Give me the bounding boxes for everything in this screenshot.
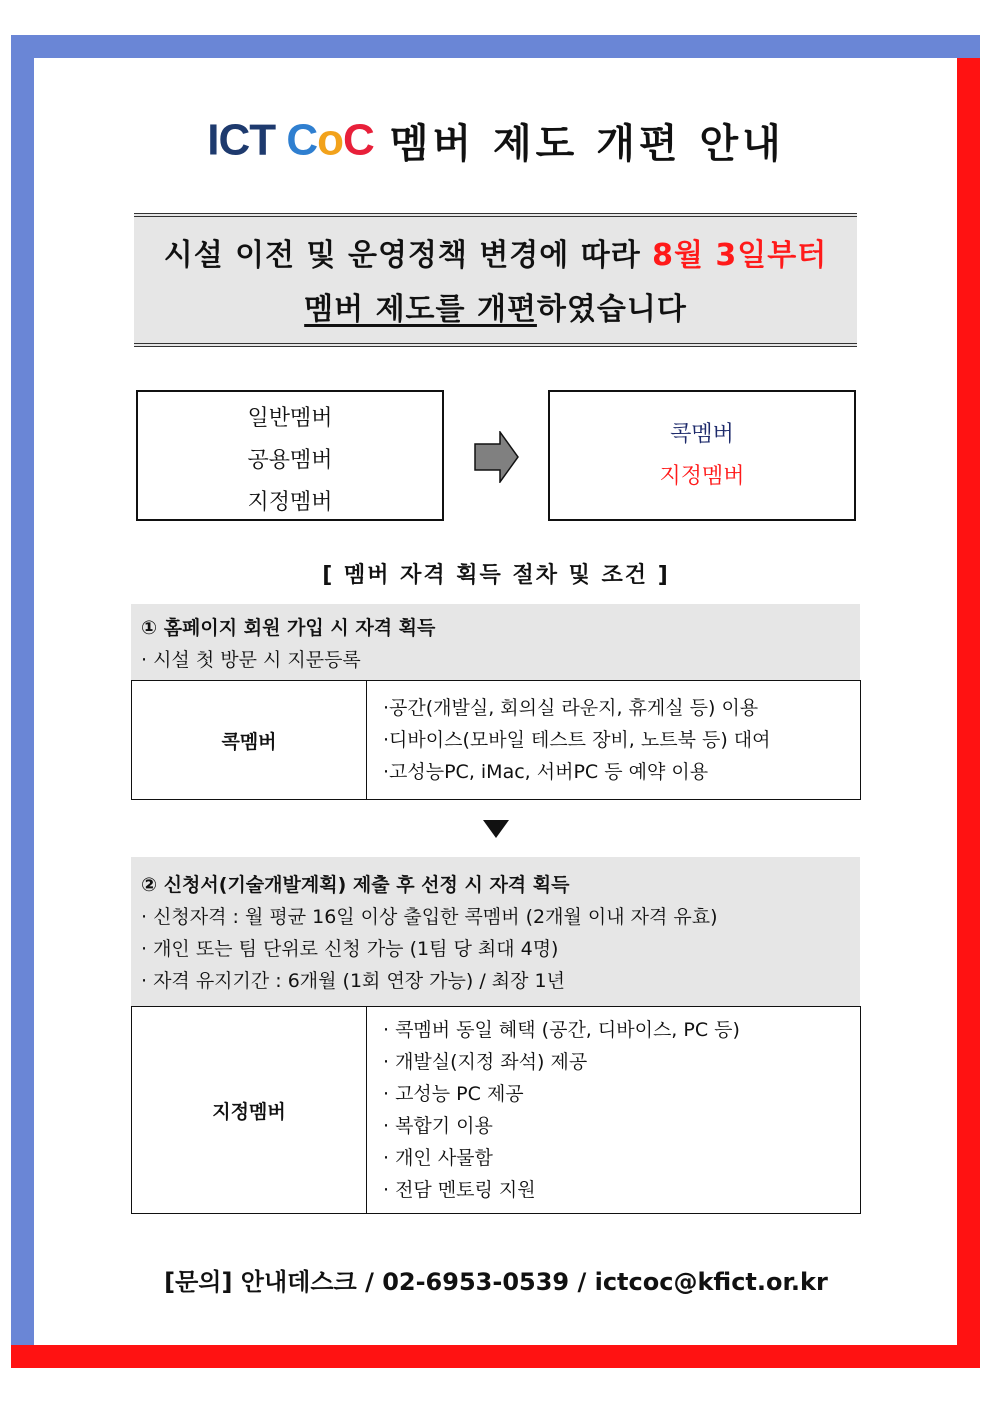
table-row bbox=[132, 1007, 861, 1214]
old-member-item: 지정멤버 bbox=[247, 490, 333, 515]
list-item: · 콕멤버 동일 혜택 (공간, 디바이스, PC 등) bbox=[383, 1019, 740, 1041]
down-arrow-icon bbox=[481, 818, 511, 840]
step2-note: · 자격 유지기간 : 6개월 (1회 연장 가능) / 최장 1년 bbox=[141, 970, 565, 992]
new-members-box bbox=[548, 390, 856, 521]
frame-bottom-bar bbox=[11, 1345, 980, 1368]
step1-benefits bbox=[367, 681, 861, 800]
step1-note: · 시설 첫 방문 시 지문등록 bbox=[141, 649, 361, 671]
step1-header bbox=[131, 604, 860, 681]
page-title bbox=[0, 112, 992, 169]
list-item: · 고성능 PC 제공 bbox=[383, 1083, 524, 1105]
frame-left-bar bbox=[11, 35, 34, 1345]
new-member-item-cokmember: 콕멤버 bbox=[670, 422, 734, 447]
banner-underlined-text: 멤버 제도를 개편 bbox=[304, 292, 537, 327]
step2-note: · 개인 또는 팀 단위로 신청 가능 (1팀 당 최대 4명) bbox=[141, 938, 559, 960]
step1-table bbox=[131, 680, 861, 800]
list-item: · 복합기 이용 bbox=[383, 1115, 493, 1137]
frame-right-bar bbox=[957, 58, 980, 1368]
list-item: · 전담 멘토링 지원 bbox=[383, 1179, 536, 1201]
right-arrow-icon bbox=[474, 431, 520, 483]
list-item: ·디바이스(모바일 테스트 장비, 노트북 등) 대여 bbox=[383, 729, 771, 751]
table-row bbox=[132, 681, 861, 800]
step2-label: 지정멤버 bbox=[132, 1007, 367, 1214]
ict-coc-logo bbox=[207, 116, 374, 165]
step2-heading: ② 신청서(기술개발계획) 제출 후 선정 시 자격 획득 bbox=[141, 874, 570, 896]
logo-o: o bbox=[317, 115, 344, 165]
list-item: ·공간(개발실, 회의실 라운지, 휴게실 등) 이용 bbox=[383, 697, 759, 719]
step1-label: 콕멤버 bbox=[132, 681, 367, 800]
frame-top-bar bbox=[11, 35, 980, 58]
old-member-item: 공용멤버 bbox=[247, 448, 333, 473]
old-member-item: 일반멤버 bbox=[247, 406, 333, 431]
banner-date-highlight: 8월 3일부터 bbox=[652, 238, 828, 273]
section-title: [ 멤버 자격 획득 절차 및 조건 ] bbox=[322, 563, 670, 588]
step2-header bbox=[131, 857, 860, 1007]
banner-line-1-text: 시설 이전 및 운영정책 변경에 따라 bbox=[163, 238, 653, 273]
contact-info: [문의] 안내데스크 / 02-6953-0539 / ictcoc@kfict.or.kr bbox=[164, 1268, 828, 1296]
logo-c1: C bbox=[286, 115, 318, 165]
list-item: · 개발실(지정 좌석) 제공 bbox=[383, 1051, 588, 1073]
logo-ict: ICT bbox=[207, 115, 276, 165]
list-item: · 개인 사물함 bbox=[383, 1147, 493, 1169]
step2-note: · 신청자격 : 월 평균 16일 이상 출입한 콕멤버 (2개월 이내 자격 유효) bbox=[141, 906, 718, 928]
list-item: ·고성능PC, iMac, 서버PC 등 예약 이용 bbox=[383, 761, 709, 783]
logo-c2: C bbox=[343, 115, 374, 165]
step1-heading: ① 홈페이지 회원 가입 시 자격 획득 bbox=[141, 617, 436, 639]
old-members-box bbox=[136, 390, 444, 521]
banner-line-2-rest: 하였습니다 bbox=[536, 292, 687, 327]
title-text: 멤버 제도 개편 안내 bbox=[389, 121, 785, 167]
banner-line-1 bbox=[134, 217, 857, 283]
new-member-item-designated: 지정멤버 bbox=[659, 464, 745, 489]
banner-line-2 bbox=[134, 283, 857, 337]
step2-table bbox=[131, 1006, 861, 1214]
notice-banner bbox=[134, 213, 857, 347]
step2-benefits bbox=[367, 1007, 861, 1214]
